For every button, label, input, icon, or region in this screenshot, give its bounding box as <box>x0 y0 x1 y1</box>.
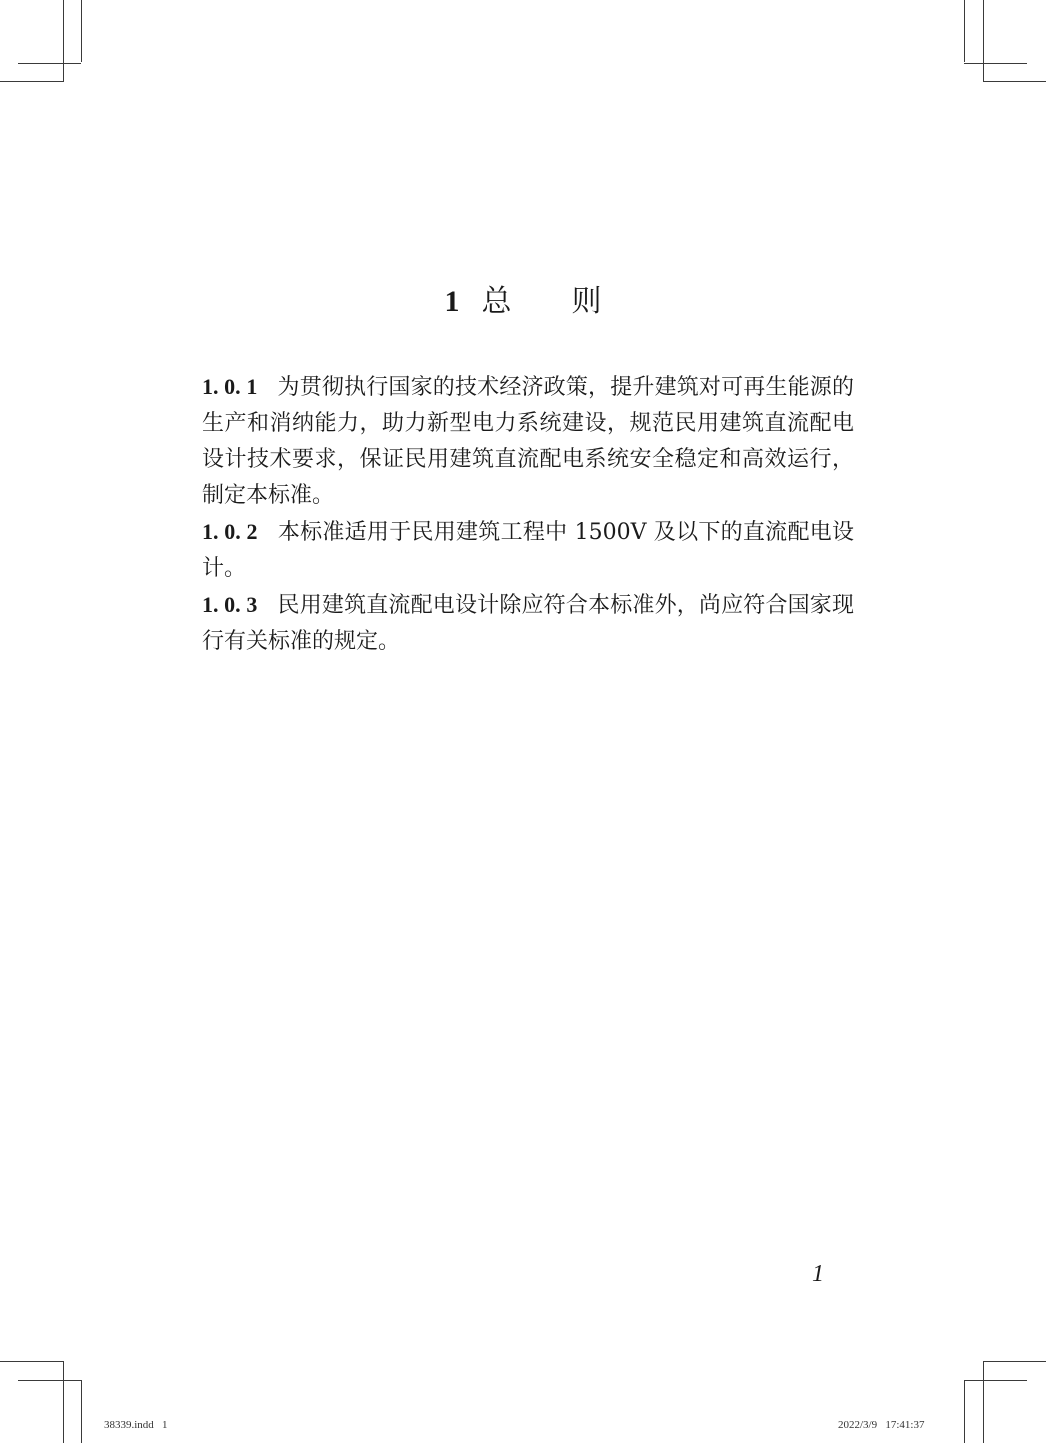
crop-mark <box>983 1361 1046 1362</box>
chapter-title-char: 总 <box>481 284 512 319</box>
clause-text: 为贯彻执行国家的技术经济政策，提升建筑对可再生能源的生产和消纳能力，助力新型电力系统建设，规范民用建筑直流配电设计技术要求，保证民用建筑直流配电系统安全稳定和高效运行，制定本标准。 <box>202 375 854 508</box>
crop-mark <box>63 1361 64 1443</box>
clause-text: 本标准适用于民用建筑工程中 1500V 及以下的直流配电设计。 <box>202 520 855 581</box>
crop-mark <box>63 0 64 82</box>
clause-number: 1. 0. 2 <box>202 519 258 544</box>
clause <box>202 369 854 514</box>
crop-mark <box>983 0 984 82</box>
body-text <box>202 369 854 660</box>
slug-timestamp: 2022/3/9 17:41:37 <box>838 1419 925 1431</box>
slug-file: 38339.indd 1 <box>104 1419 168 1431</box>
crop-mark <box>0 81 63 82</box>
page-number: 1 <box>812 1261 824 1287</box>
crop-mark <box>81 0 82 62</box>
clause <box>202 514 854 587</box>
chapter-number: 1 <box>444 285 460 318</box>
clause-text: 民用建筑直流配电设计除应符合本标准外，尚应符合国家现行有关标准的规定。 <box>202 593 854 654</box>
clause-number: 1. 0. 1 <box>202 374 258 399</box>
clause-number: 1. 0. 3 <box>202 592 258 617</box>
crop-mark <box>18 63 81 64</box>
chapter-title <box>0 282 1046 322</box>
crop-mark <box>81 1380 82 1443</box>
crop-mark <box>18 1380 81 1381</box>
clause <box>202 587 854 660</box>
crop-mark <box>964 1380 1027 1381</box>
crop-mark <box>983 81 1046 82</box>
crop-mark <box>0 1361 63 1362</box>
crop-mark <box>964 0 965 62</box>
crop-mark <box>983 1361 984 1443</box>
chapter-title-char: 则 <box>571 284 602 319</box>
crop-mark <box>964 1380 965 1443</box>
crop-mark <box>964 63 1027 64</box>
